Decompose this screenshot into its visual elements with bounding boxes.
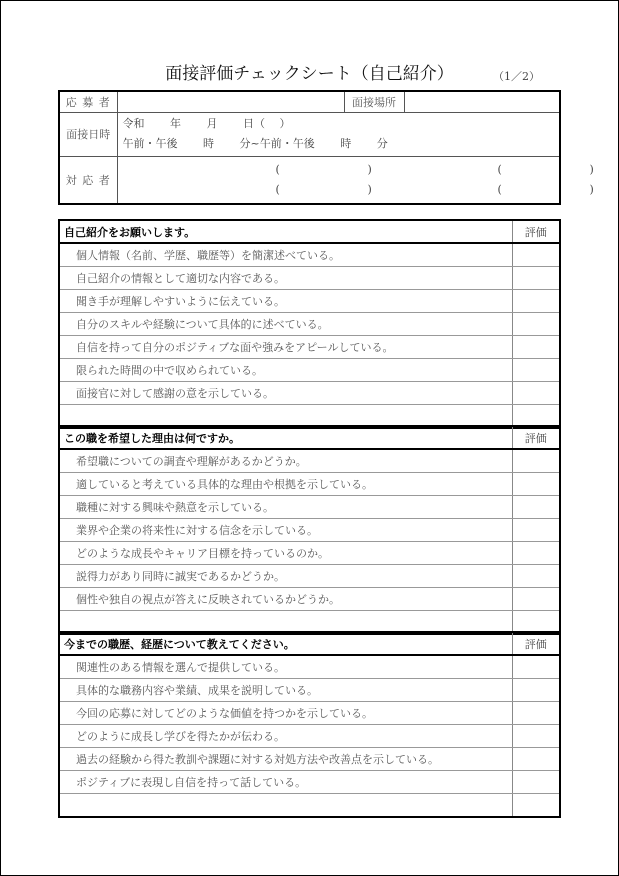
evaluation-cell[interactable]	[512, 496, 560, 519]
check-item: 希望職についての調査や理解があるかどうか。	[59, 449, 512, 473]
applicant-field[interactable]	[117, 91, 344, 112]
question-section-3	[58, 631, 561, 818]
evaluation-cell[interactable]	[512, 313, 560, 336]
check-item: 適していると考えている具体的な理由や根拠を示している。	[59, 473, 512, 496]
check-item: ポジティブに表現し自信を持って話している。	[59, 771, 512, 794]
evaluation-cell[interactable]	[512, 655, 560, 679]
evaluation-cell[interactable]	[512, 473, 560, 496]
question-section-1	[58, 219, 561, 429]
evaluation-cell[interactable]	[512, 267, 560, 290]
page-title: 面接評価チェックシート（自己紹介）	[165, 64, 454, 84]
check-item: 個人情報（名前、学歴、職歴等）を簡潔述べている。	[59, 243, 512, 267]
check-item: 今回の応募に対してどのような価値を持つかを示している。	[59, 702, 512, 725]
paren-open: (	[497, 182, 502, 196]
paren-open: (	[275, 162, 280, 176]
evaluation-cell[interactable]	[512, 702, 560, 725]
evaluation-cell[interactable]	[512, 725, 560, 748]
check-item: どのように成長し学びを得たかが伝わる。	[59, 725, 512, 748]
datetime-label: 面接日時	[59, 112, 117, 156]
evaluation-cell[interactable]	[512, 542, 560, 565]
question-section-2	[58, 425, 561, 635]
check-item: 自分のスキルや経験について具体的に述べている。	[59, 313, 512, 336]
evaluation-header: 評価	[512, 220, 560, 243]
location-label: 面接場所	[344, 91, 404, 112]
page-number: （1／2）	[493, 70, 540, 83]
time-line: 午前・午後 時 分~午前・午後 時 分	[122, 137, 388, 150]
evaluation-cell[interactable]	[512, 290, 560, 313]
date-line: 令和 年 月 日（ ）	[122, 117, 291, 130]
evaluation-cell[interactable]	[512, 794, 560, 818]
location-field[interactable]	[404, 91, 560, 112]
check-item: 自信を持って自分のポジティブな面や強みをアピールしている。	[59, 336, 512, 359]
evaluation-cell[interactable]	[512, 771, 560, 794]
evaluation-cell[interactable]	[512, 588, 560, 611]
check-item: 自己紹介の情報として適切な内容である。	[59, 267, 512, 290]
check-item: どのような成長やキャリア目標を持っているのか。	[59, 542, 512, 565]
evaluation-header: 評価	[512, 632, 560, 655]
evaluation-cell[interactable]	[512, 382, 560, 405]
evaluation-cell[interactable]	[512, 679, 560, 702]
question-title: 今までの職歴、経歴について教えてください。	[59, 632, 512, 655]
evaluation-cell[interactable]	[512, 565, 560, 588]
evaluation-cell[interactable]	[512, 359, 560, 382]
interview-info-table	[58, 90, 594, 205]
applicant-label: 応 募 者	[59, 91, 117, 112]
interviewer-row	[118, 180, 594, 200]
evaluation-cell[interactable]	[512, 336, 560, 359]
question-title: この職を希望した理由は何ですか。	[59, 426, 512, 449]
paren-close: )	[589, 162, 594, 176]
paren-open: (	[275, 182, 280, 196]
evaluation-header: 評価	[512, 426, 560, 449]
paren-close: )	[589, 182, 594, 196]
evaluation-cell[interactable]	[512, 449, 560, 473]
check-item: 説得力があり同時に誠実であるかどうか。	[59, 565, 512, 588]
check-item: 面接官に対して感謝の意を示している。	[59, 382, 512, 405]
check-item: 業界や企業の将来性に対する信念を示している。	[59, 519, 512, 542]
check-item-blank[interactable]	[59, 794, 512, 818]
evaluation-cell[interactable]	[512, 748, 560, 771]
check-item: 具体的な職務内容や業績、成果を説明している。	[59, 679, 512, 702]
paren-close: )	[367, 162, 372, 176]
question-title: 自己紹介をお願いします。	[59, 220, 512, 243]
check-item: 過去の経験から得た教訓や課題に対する対処方法や改善点を示している。	[59, 748, 512, 771]
datetime-field[interactable]	[117, 112, 560, 156]
evaluation-cell[interactable]	[512, 519, 560, 542]
check-item: 職種に対する興味や熱意を示している。	[59, 496, 512, 519]
interviewer-row	[118, 160, 594, 180]
interviewer-field[interactable]	[117, 156, 594, 204]
check-item: 個性や独自の視点が答えに反映されているかどうか。	[59, 588, 512, 611]
interviewer-label: 対 応 者	[59, 156, 117, 204]
check-item: 聞き手が理解しやすいように伝えている。	[59, 290, 512, 313]
paren-close: )	[367, 182, 372, 196]
check-item: 関連性のある情報を選んで提供している。	[59, 655, 512, 679]
evaluation-cell[interactable]	[512, 243, 560, 267]
paren-open: (	[497, 162, 502, 176]
check-item: 限られた時間の中で収められている。	[59, 359, 512, 382]
